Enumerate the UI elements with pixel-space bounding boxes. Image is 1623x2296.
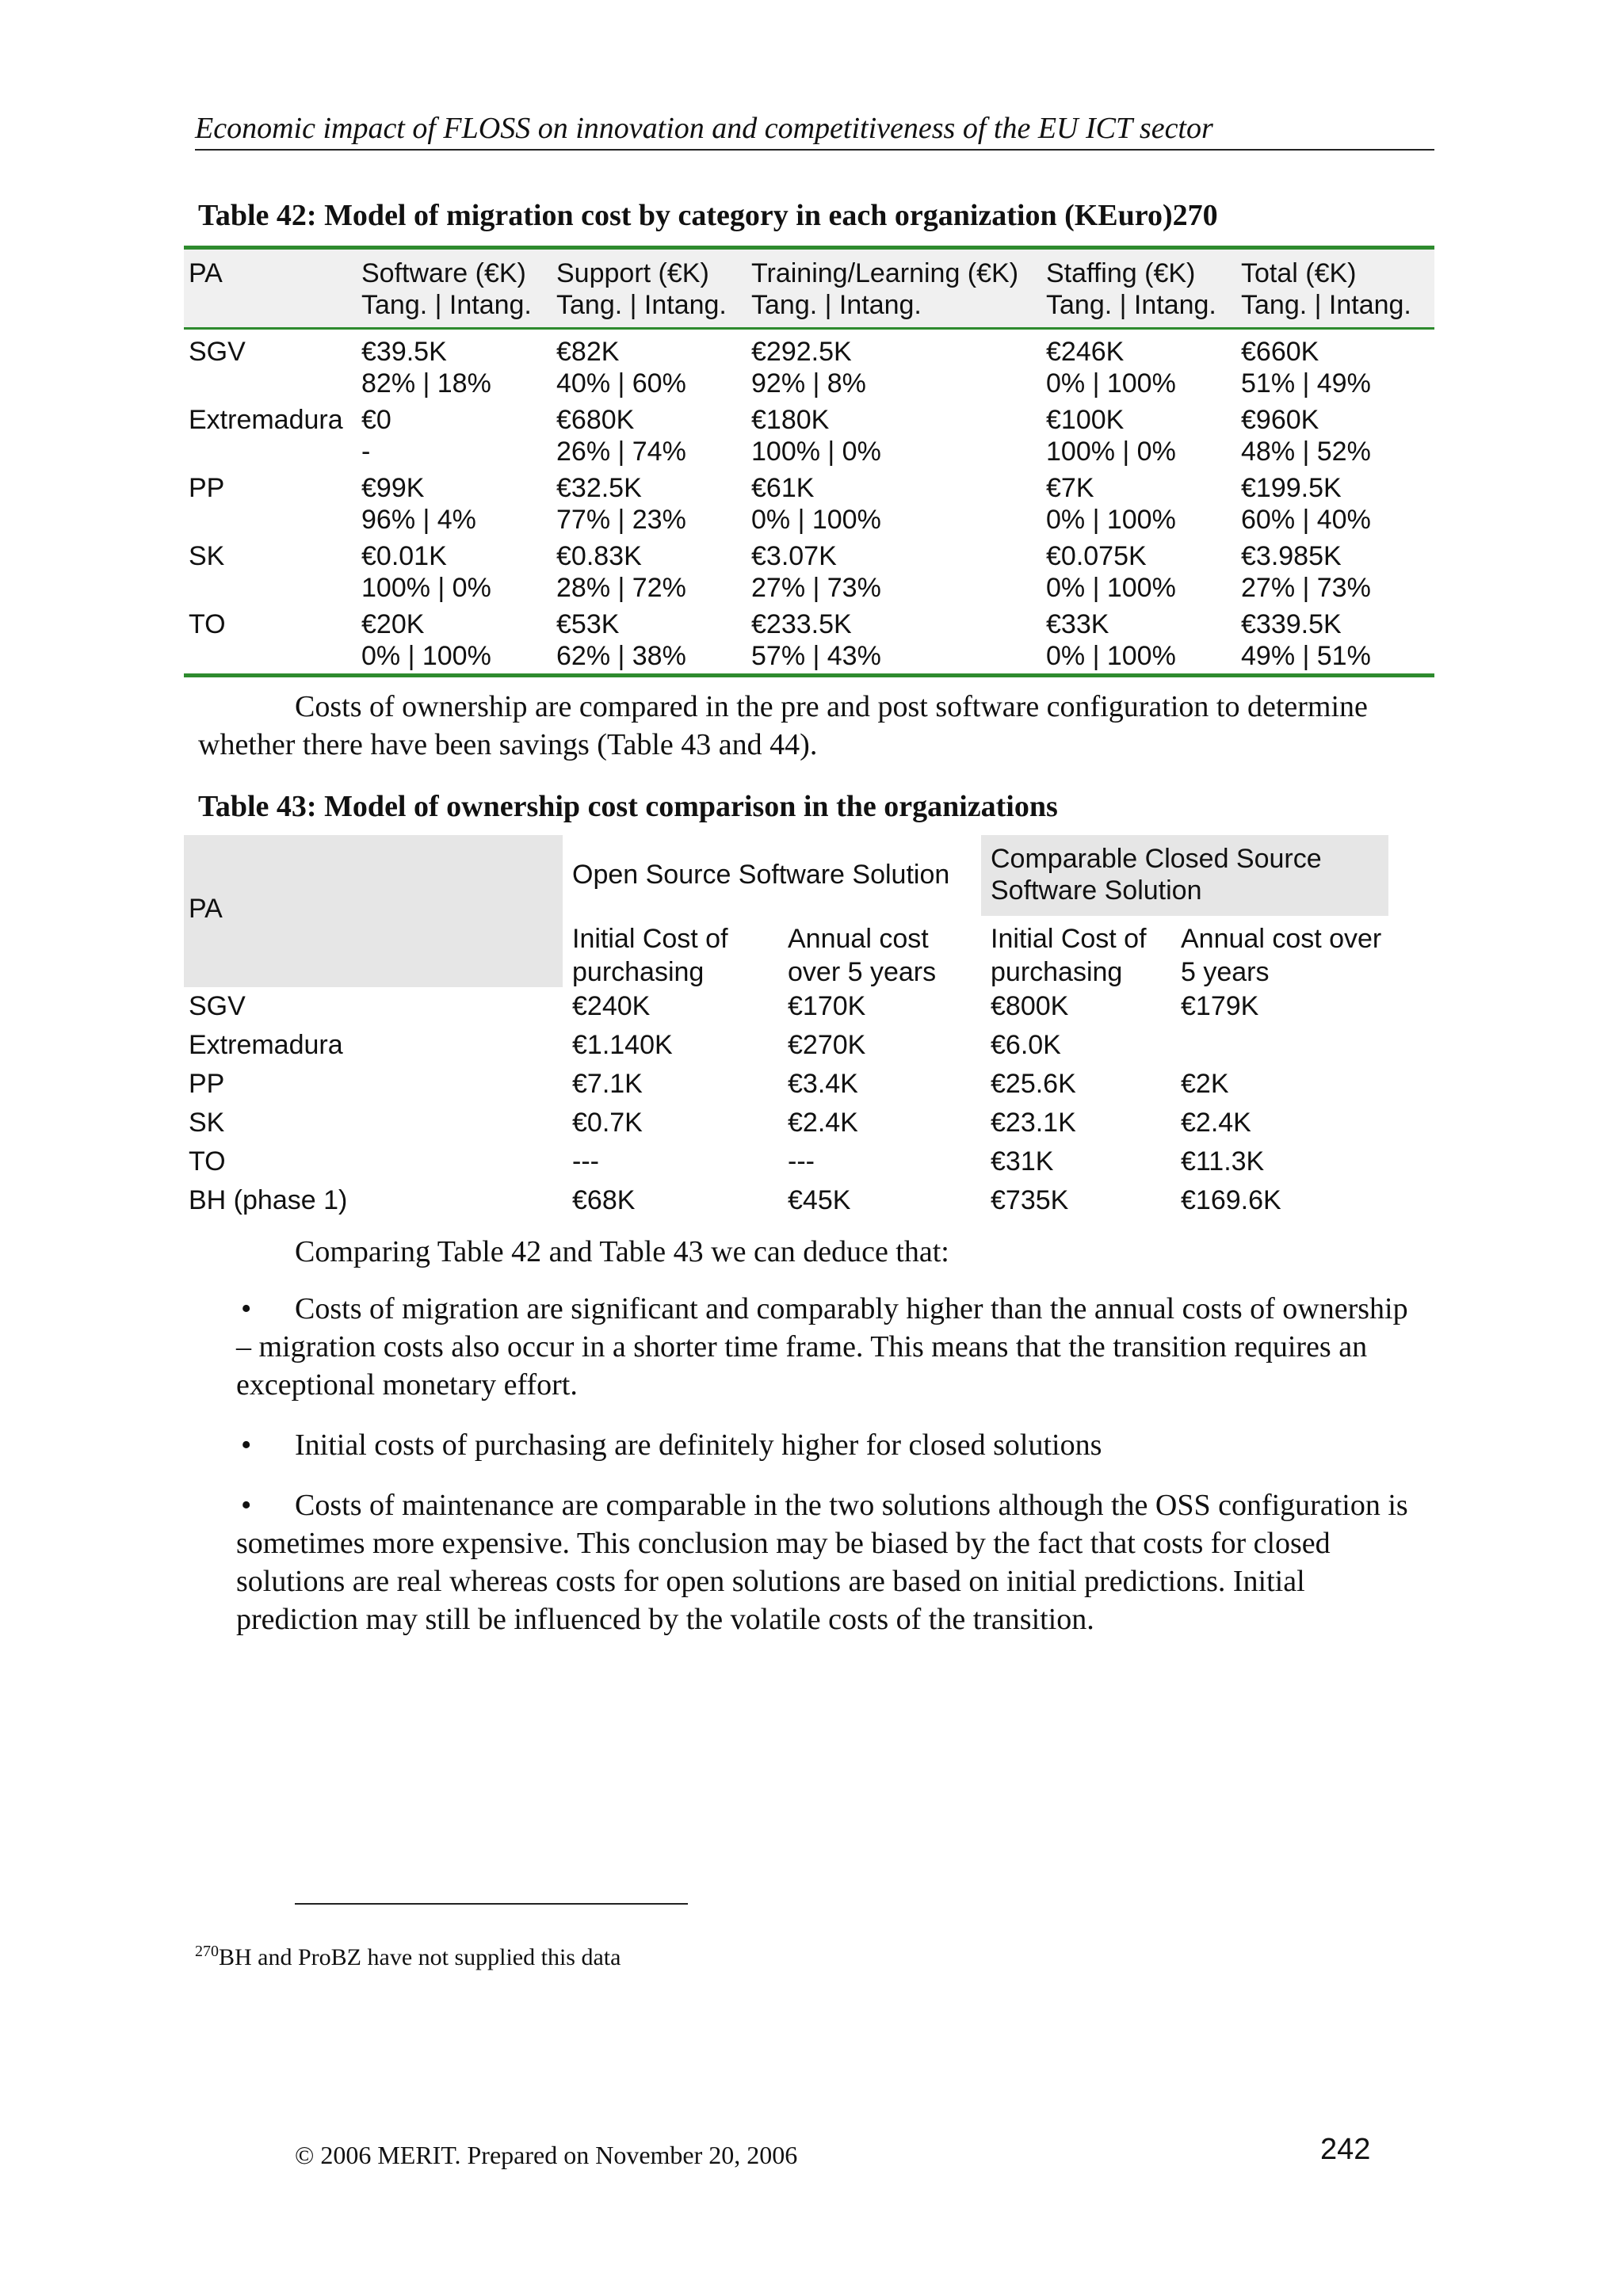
table-43-caption: Table 43: Model of ownership cost comparison in the organizations [198,790,1058,823]
table-cell: €61K 0% | 100% [751,473,881,535]
table-cell [1171,1026,1388,1065]
bullet-icon: • [241,1489,252,1522]
page-number: 242 [1320,2133,1371,2166]
table-row [184,987,1388,1026]
paragraph-comparison: Comparing Table 42 and Table 43 we can deduce that: [295,1235,949,1268]
table-header [184,835,1388,987]
subheader-cell: Annual cost over 5 years [788,924,937,987]
table-row [184,1142,1388,1181]
table-cell: €20K 0% | 100% [361,609,491,671]
table-row [184,1065,1388,1104]
table-cell: €7.1K [572,1069,643,1099]
table-cell: --- [572,1146,599,1177]
table-cell: €82K 40% | 60% [556,337,686,399]
header-cell: Total (€K) Tang. | Intang. [1241,258,1411,320]
row-label-cell: PP [189,473,225,503]
table-cell: €735K [991,1185,1069,1215]
oss-solution-header: Open Source Software Solution [572,860,950,890]
table-cell: €39.5K 82% | 18% [361,337,491,399]
header-cell: Software (€K) Tang. | Intang. [361,258,532,320]
table-cell: €199.5K 60% | 40% [1241,473,1371,535]
table-row [184,1026,1388,1065]
table-body [184,330,1434,673]
table-row [184,537,1434,605]
pa-header-label: PA [189,894,223,924]
list-item [236,1486,1425,1638]
bullet-icon: • [241,1428,252,1462]
list-item-text: Costs of maintenance are comparable in the two solutions although the OSS configuration is sometimes more expensive. This conclusion may be biased by the fact that costs for closed solutions are real whereas costs for open solutions are based on initial predictions. Initial prediction may still be influenced by the volatile costs of the transition. [236,1489,1408,1636]
table-row [184,605,1434,673]
header-cell: Training/Learning (€K) Tang. | Intang. [751,258,1019,320]
table-cell: --- [788,1146,815,1177]
running-header: Economic impact of FLOSS on innovation and competitiveness of the EU ICT sector [195,111,1434,151]
row-label-cell: SGV [189,991,246,1021]
table-cell: €246K 0% | 100% [1046,337,1176,399]
table-cell: €0.01K 100% | 0% [361,541,491,603]
list-item [236,1426,1425,1464]
list-item-text: Initial costs of purchasing are definitely higher for closed solutions [295,1428,1102,1462]
row-label-cell: Extremadura [189,405,343,435]
footnote-text: BH and ProBZ have not supplied this data [219,1944,621,1970]
table-body [184,987,1388,1220]
closed-source-solution-header: Comparable Closed Source Software Solution [981,835,1388,916]
subheader-cell: Initial Cost of purchasing [991,924,1147,987]
table-cell: €960K 48% | 52% [1241,405,1371,467]
table-cell: €31K [991,1146,1054,1177]
row-label-cell: Extremadura [189,1030,343,1060]
ownership-cost-table [184,835,1388,1220]
table-row [184,1104,1388,1142]
table-cell: €680K 26% | 74% [556,405,686,467]
row-label-cell: PP [189,1069,225,1099]
table-cell: €233.5K 57% | 43% [751,609,881,671]
migration-cost-table [184,246,1434,677]
table-cell: €0.7K [572,1108,643,1138]
table-cell: €0.83K 28% | 72% [556,541,686,603]
footnote-divider [295,1903,688,1905]
table-cell: €2K [1181,1069,1229,1099]
table-cell: €7K 0% | 100% [1046,473,1176,535]
table-row [184,1181,1388,1220]
table-cell: €45K [788,1185,851,1215]
table-cell: €53K 62% | 38% [556,609,686,671]
table-cell: €240K [572,991,651,1021]
table-cell: €68K [572,1185,636,1215]
table-cell: €660K 51% | 49% [1241,337,1371,399]
row-label-cell: SK [189,541,225,571]
table-cell: €170K [788,991,866,1021]
table-cell: €1.140K [572,1030,673,1060]
table-42-caption: Table 42: Model of migration cost by category in each organization (KEuro)270 [198,199,1218,232]
header-cell: Support (€K) Tang. | Intang. [556,258,727,320]
list-item [236,1290,1425,1404]
table-cell: €100K 100% | 0% [1046,405,1176,467]
table-header-row [184,250,1434,330]
table-cell: €169.6K [1181,1185,1281,1215]
table-cell: €11.3K [1181,1146,1265,1177]
table-cell: €33K 0% | 100% [1046,609,1176,671]
footnote [195,1943,621,1971]
table-cell: €3.07K 27% | 73% [751,541,881,603]
row-label-cell: TO [189,609,226,639]
row-label-cell: SGV [189,337,246,367]
table-cell: €292.5K 92% | 8% [751,337,866,399]
table-cell: €0.075K 0% | 100% [1046,541,1176,603]
table-cell: €179K [1181,991,1259,1021]
header-cell: Staffing (€K) Tang. | Intang. [1046,258,1216,320]
table-cell: €270K [788,1030,866,1060]
header-cell: PA [189,258,223,288]
table-cell: €0 - [361,405,391,467]
table-cell: €180K 100% | 0% [751,405,881,467]
table-cell: €32.5K 77% | 23% [556,473,686,535]
table-cell: €3.985K 27% | 73% [1241,541,1371,603]
table-cell: €23.1K [991,1108,1076,1138]
list-item-text: Costs of migration are significant and comparably higher than the annual costs of ownership – migration costs also occur in a shorter time frame. This means that the transition requires an exceptional monetary effort. [236,1292,1408,1402]
table-cell: €6.0K [991,1030,1061,1060]
row-label-cell: SK [189,1108,225,1138]
row-label-cell: BH (phase 1) [189,1185,348,1215]
footnote-number: 270 [195,1943,219,1960]
footer-copyright: © 2006 MERIT. Prepared on November 20, 2006 [295,2141,798,2169]
subheader-cell: Annual cost over 5 years [1181,924,1382,987]
table-cell: €2.4K [1181,1108,1251,1138]
pa-header-cell [184,835,563,987]
table-cell: €3.4K [788,1069,858,1099]
table-cell: €99K 96% | 4% [361,473,476,535]
subheader-cell: Initial Cost of purchasing [572,924,728,987]
bullet-icon: • [241,1292,252,1325]
table-row [184,401,1434,469]
conclusion-bullet-list [236,1290,1425,1661]
table-cell: €2.4K [788,1108,858,1138]
table-row [184,330,1434,401]
table-cell: €800K [991,991,1069,1021]
table-cell: €339.5K 49% | 51% [1241,609,1371,671]
row-label-cell: TO [189,1146,226,1177]
table-row [184,469,1434,537]
table-cell: €25.6K [991,1069,1076,1099]
paragraph-ownership-costs: Costs of ownership are compared in the pre and post software configuration to determine whether there have been savings (Table 43 and 44). [198,690,1368,761]
